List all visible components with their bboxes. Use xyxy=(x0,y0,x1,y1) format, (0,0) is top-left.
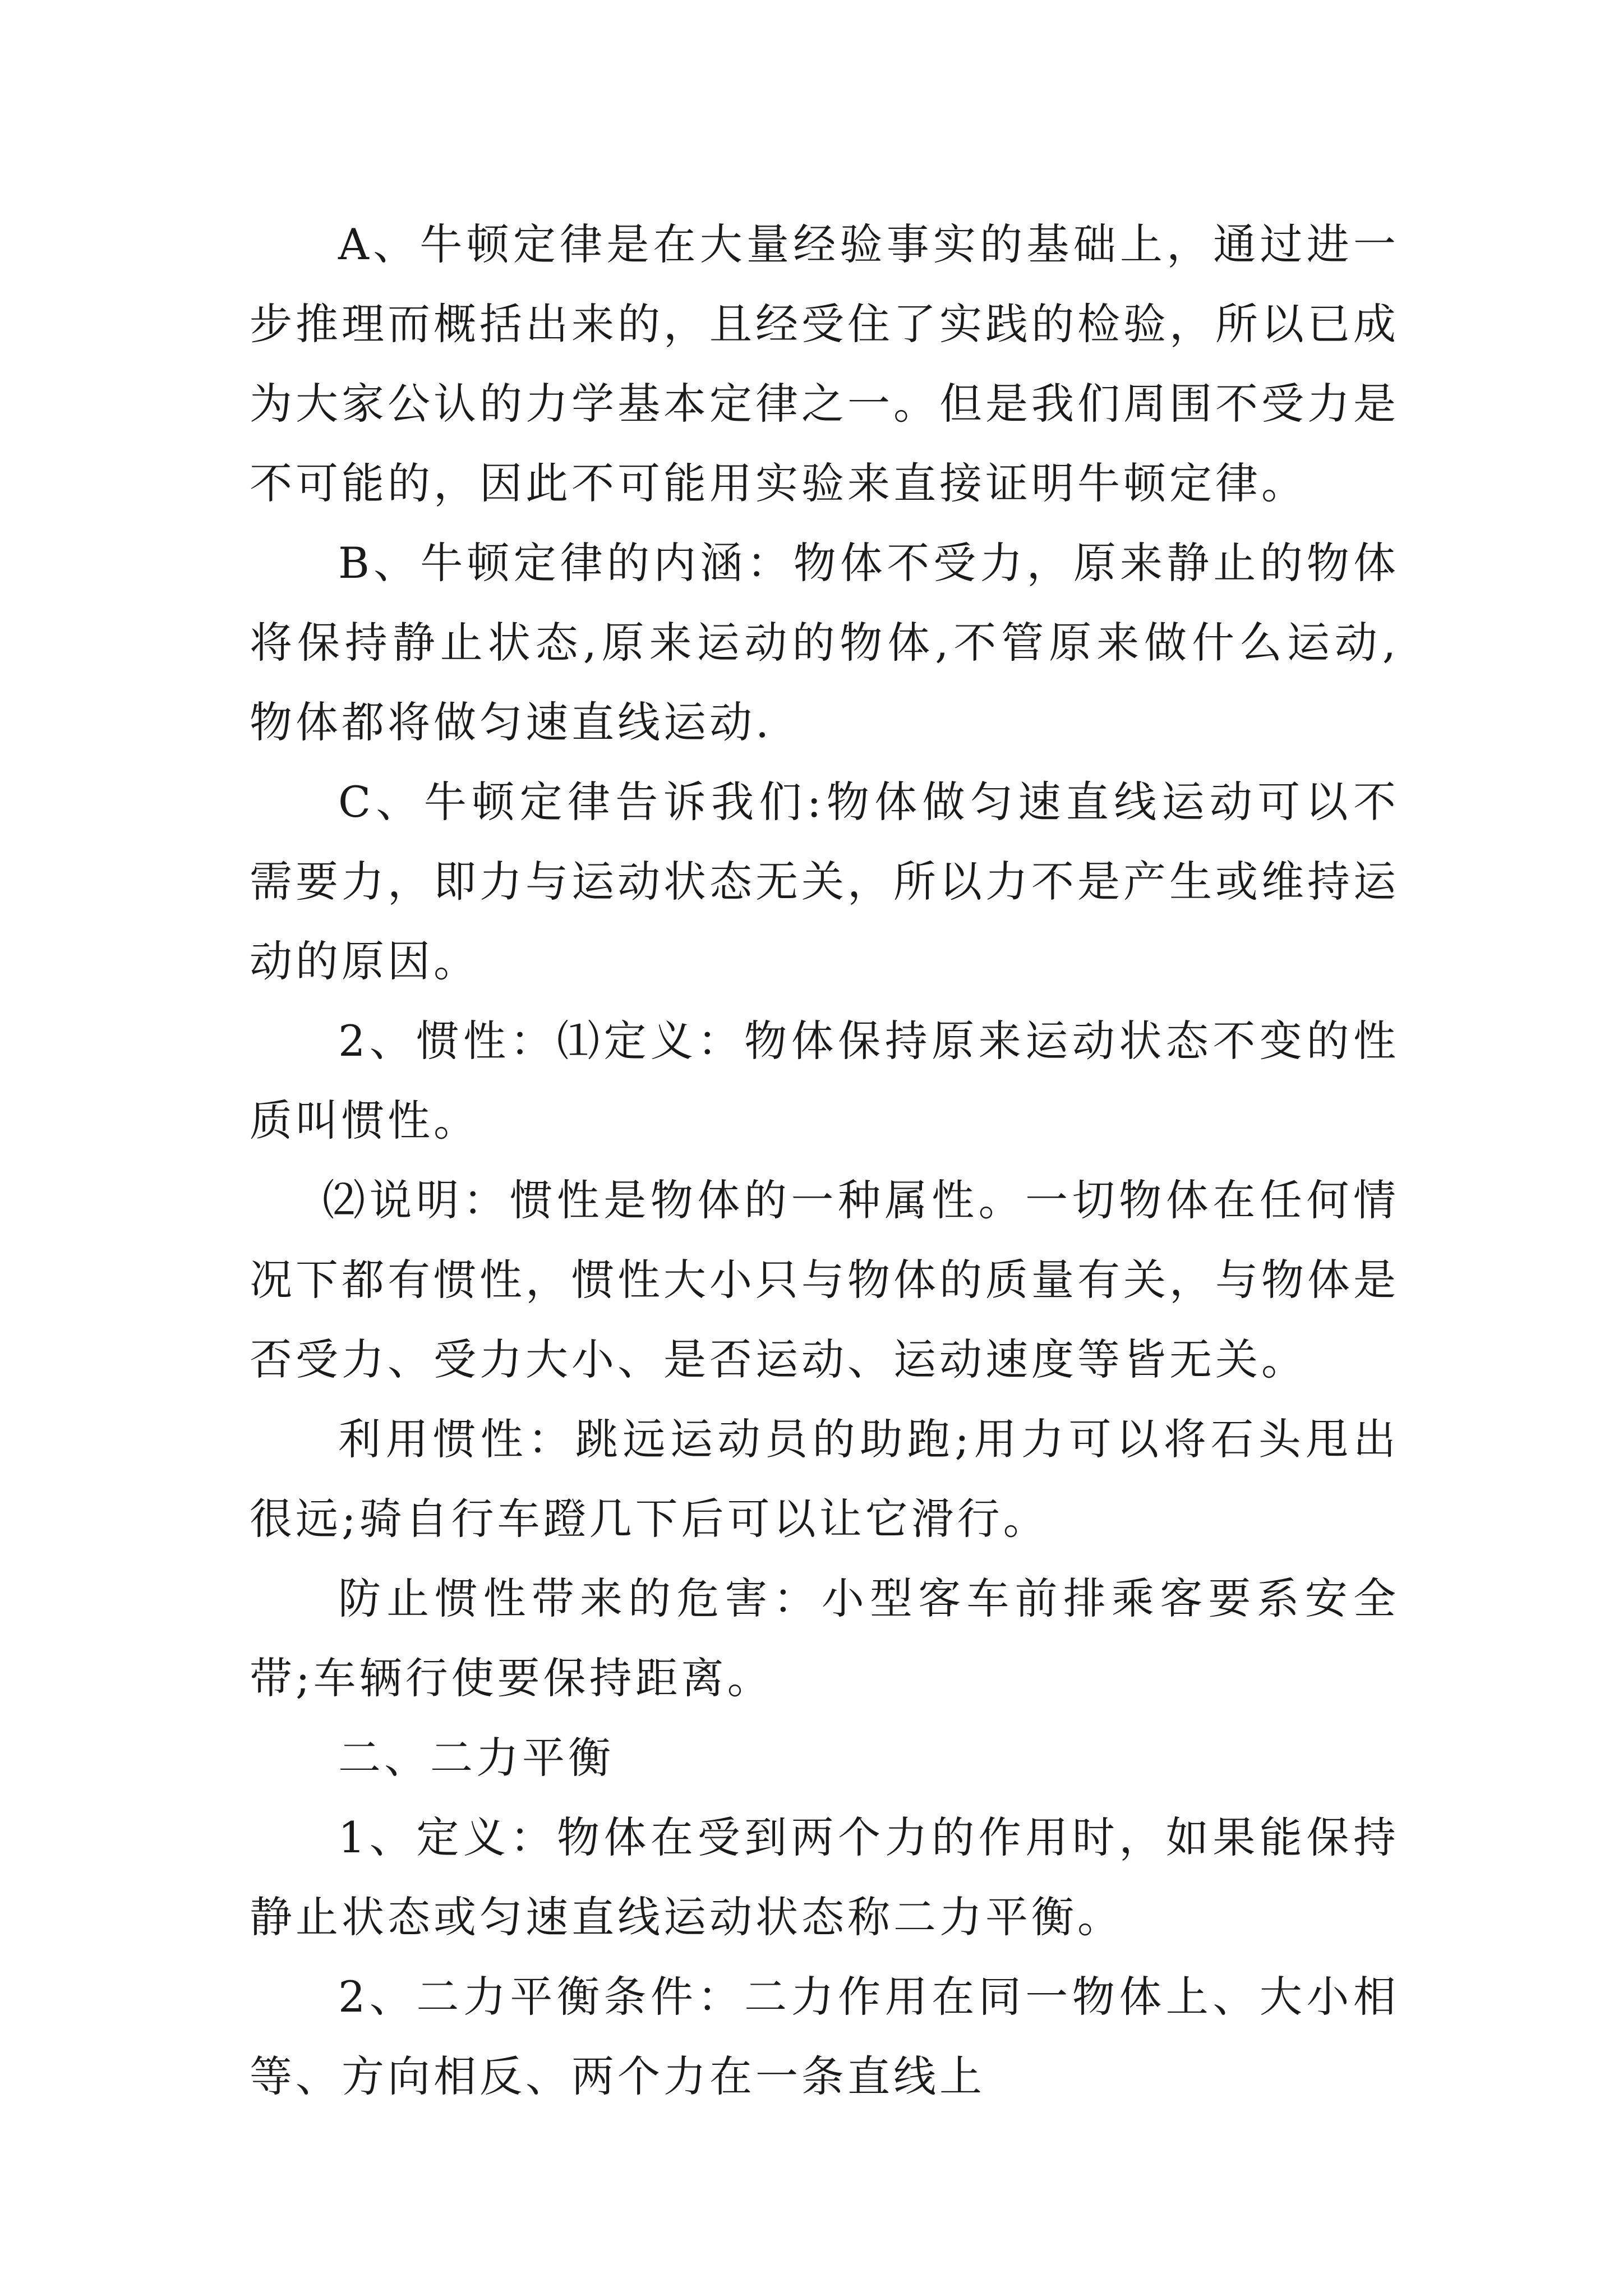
paragraph-balance-conditions: 2、二力平衡条件：二力作用在同一物体上、大小相等、方向相反、两个力在一条直线上 xyxy=(250,1972,1399,2101)
paragraph-using-inertia: 利用惯性：跳远运动员的助跑;用力可以将石头甩出很远;骑自行车蹬几下后可以让它滑行。 xyxy=(250,1414,1399,1544)
section-heading-two-force-balance: 二、二力平衡 xyxy=(338,1733,614,1783)
paragraph-inertia-explanation: ⑵说明：惯性是物体的一种属性。一切物体在任何情况下都有惯性，惯性大小只与物体的质量有关，与物体是否受力、受力大小、是否运动、运动速度等皆无关。 xyxy=(250,1175,1399,1384)
paragraph-newton-law-a: A、牛顿定律是在大量经验事实的基础上，通过进一步推理而概括出来的，且经受住了实践的检验，所以已成为大家公认的力学基本定律之一。但是我们周围不受力是不可能的，因此不可能用实验来直接证明牛顿定律。 xyxy=(250,219,1399,508)
paragraph-balance-definition: 1、定义：物体在受到两个力的作用时，如果能保持静止状态或匀速直线运动状态称二力平衡。 xyxy=(250,1812,1399,1942)
paragraph-newton-law-b: B、牛顿定律的内涵：物体不受力，原来静止的物体将保持静止状态,原来运动的物体,不管原来做什么运动,物体都将做匀速直线运动. xyxy=(250,538,1399,747)
paragraph-preventing-inertia-harm: 防止惯性带来的危害：小型客车前排乘客要系安全带;车辆行使要保持距离。 xyxy=(250,1573,1399,1703)
document-body xyxy=(250,205,1399,2116)
paragraph-inertia-definition: 2、惯性：⑴定义：物体保持原来运动状态不变的性质叫惯性。 xyxy=(250,1016,1399,1145)
paragraph-newton-law-c: C、牛顿定律告诉我们:物体做匀速直线运动可以不需要力，即力与运动状态无关，所以力不是产生或维持运动的原因。 xyxy=(250,777,1399,986)
